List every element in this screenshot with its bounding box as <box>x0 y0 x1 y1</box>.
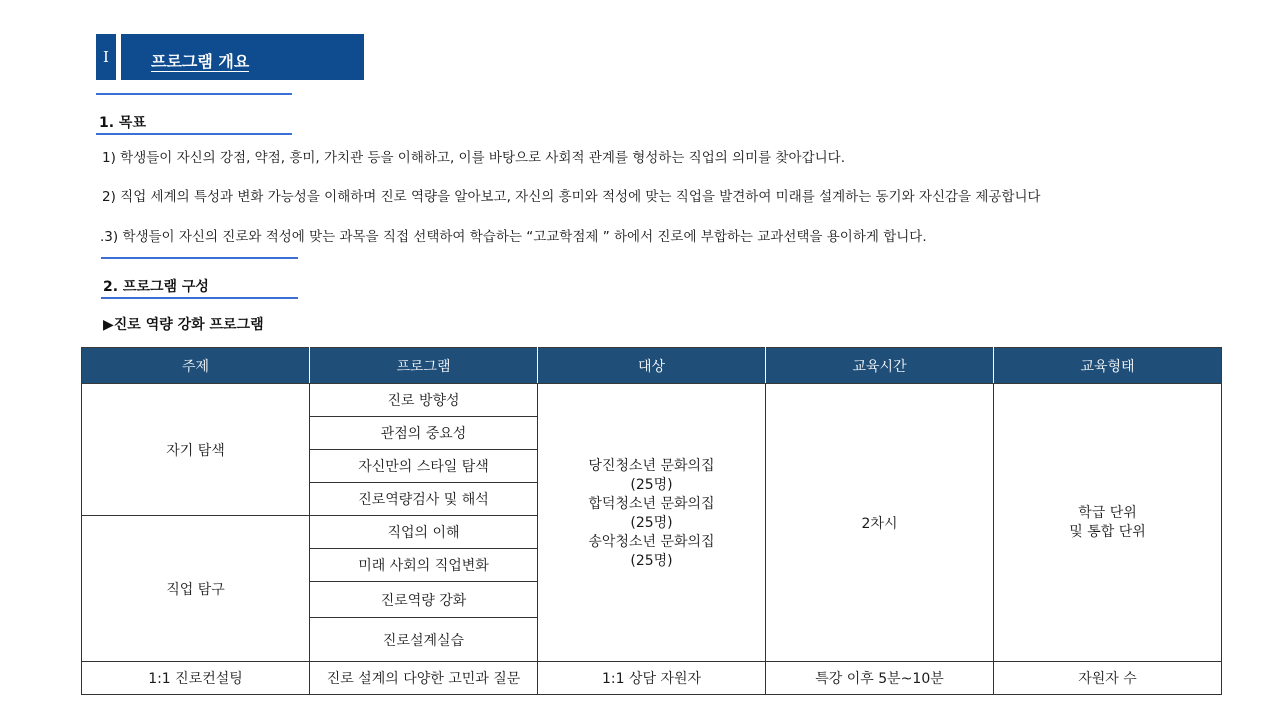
consult-target-cell: 1:1 상담 자원자 <box>538 662 766 695</box>
program-cell: 자신만의 스타일 탐색 <box>310 450 538 483</box>
section-title: 프로그램 개요 <box>151 52 250 71</box>
program-title: ▶진로 역량 강화 프로그램 <box>103 317 264 333</box>
topic-job-cell: 직업 탐구 <box>82 516 310 662</box>
form-line: 및 통합 단위 <box>1069 523 1146 540</box>
goals-divider <box>96 133 292 135</box>
consult-time-cell: 특강 이후 5분~10분 <box>766 662 994 695</box>
program-cell: 진로역량 강화 <box>310 582 538 618</box>
consult-form-cell: 자원자 수 <box>994 662 1222 695</box>
header-program: 프로그램 <box>310 348 538 384</box>
time-cell: 2차시 <box>766 384 994 662</box>
goal-item-2: 2) 직업 세계의 특성과 변화 가능성을 이해하며 진로 역량을 알아보고, 자신의 흥미와 적성에 맞는 직업을 발견하여 미래를 설계하는 동기와 자신감을 제공합니다 <box>102 189 1041 205</box>
target-line: 송악청소년 문화의집 <box>588 533 715 550</box>
form-line: 학급 단위 <box>1078 504 1137 521</box>
program-cell: 진로 방향성 <box>310 384 538 417</box>
goal-item-1: 1) 학생들이 자신의 강점, 약점, 흥미, 가치관 등을 이해하고, 이를 바탕으로 사회적 관계를 형성하는 직업의 의미를 찾아갑니다. <box>102 150 845 166</box>
program-cell: 진로역량검사 및 해석 <box>310 483 538 516</box>
header-topic: 주제 <box>82 348 310 384</box>
target-line: (25명) <box>630 514 673 531</box>
target-line: 당진청소년 문화의집 <box>588 457 715 474</box>
header-target: 대상 <box>538 348 766 384</box>
section-title-box <box>121 34 364 80</box>
goal-item-3: .3) 학생들이 자신의 진로와 적성에 맞는 과목을 직접 선택하여 학습하는 “고교학점제 ” 하에서 진로에 부합하는 교과선택을 용이하게 합니다. <box>100 229 927 245</box>
target-line: (25명) <box>630 552 673 569</box>
composition-divider-bottom <box>101 297 298 299</box>
section-number: I <box>96 34 116 80</box>
goals-heading: 1. 목표 <box>99 115 146 131</box>
table-header-row <box>82 348 1222 384</box>
consult-topic-cell: 1:1 진로컨설팅 <box>82 662 310 695</box>
target-line: 합덕청소년 문화의집 <box>588 495 715 512</box>
program-cell: 미래 사회의 직업변화 <box>310 549 538 582</box>
target-line: (25명) <box>630 476 673 493</box>
program-cell: 직업의 이해 <box>310 516 538 549</box>
table-row <box>82 662 1222 695</box>
composition-divider-top <box>101 257 298 259</box>
form-cell <box>994 384 1222 662</box>
topic-self-cell: 자기 탐색 <box>82 384 310 516</box>
program-table <box>81 347 1222 695</box>
section-divider <box>96 93 292 95</box>
program-cell: 관점의 중요성 <box>310 417 538 450</box>
consult-program-cell: 진로 설계의 다양한 고민과 질문 <box>310 662 538 695</box>
composition-heading: 2. 프로그램 구성 <box>103 279 209 295</box>
table-row <box>82 384 1222 417</box>
target-cell <box>538 384 766 662</box>
header-time: 교육시간 <box>766 348 994 384</box>
program-cell: 진로설계실습 <box>310 618 538 662</box>
header-form: 교육형태 <box>994 348 1222 384</box>
